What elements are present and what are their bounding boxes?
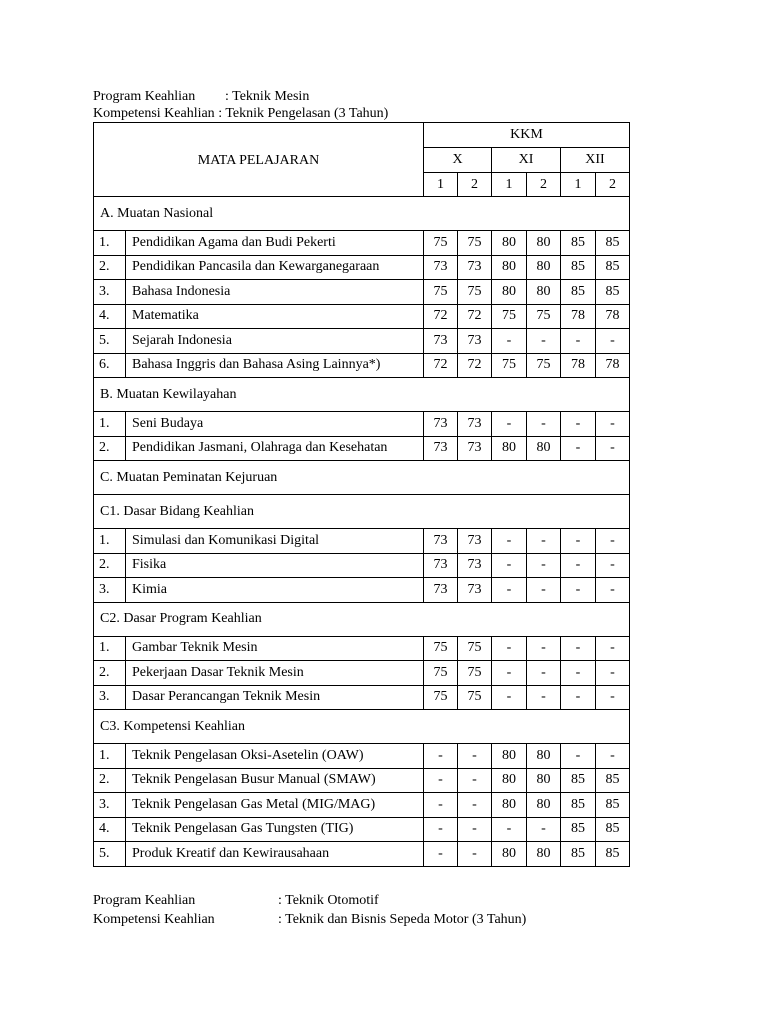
- kkm-value: 80: [527, 744, 561, 769]
- kkm-value: -: [527, 412, 561, 437]
- kkm-value: 80: [527, 231, 561, 256]
- kkm-table-body: [94, 123, 630, 867]
- kkm-value: -: [492, 685, 527, 710]
- kkm-value: -: [596, 685, 630, 710]
- kkm-value: 80: [527, 436, 561, 461]
- kkm-value: -: [458, 768, 492, 793]
- kkm-value: -: [527, 661, 561, 686]
- kkm-value: 73: [458, 529, 492, 554]
- subject-name: Bahasa Inggris dan Bahasa Asing Lainnya*): [126, 353, 424, 378]
- kkm-value: -: [527, 817, 561, 842]
- kkm-value: 73: [424, 529, 458, 554]
- kkm-value: -: [527, 636, 561, 661]
- kkm-value: 73: [458, 553, 492, 578]
- kkm-value: 75: [492, 304, 527, 329]
- kkm-value: 75: [458, 280, 492, 305]
- kkm-value: 73: [424, 412, 458, 437]
- header-row-kkm: [94, 123, 630, 148]
- kkm-value: -: [458, 817, 492, 842]
- subject-row: [94, 636, 630, 661]
- subject-name: Dasar Perancangan Teknik Mesin: [126, 685, 424, 710]
- program-keahlian-line-2: [93, 892, 379, 910]
- kkm-value: 85: [561, 842, 596, 867]
- kkm-value: -: [527, 578, 561, 603]
- kkm-value: 78: [596, 304, 630, 329]
- kkm-value: 73: [458, 255, 492, 280]
- kkm-value: 75: [424, 661, 458, 686]
- kkm-value: 75: [424, 231, 458, 256]
- kkm-value: 85: [561, 280, 596, 305]
- kompetensi-keahlian-label: Kompetensi Keahlian: [93, 106, 215, 121]
- kkm-value: 80: [492, 255, 527, 280]
- subject-name: Matematika: [126, 304, 424, 329]
- kkm-value: 85: [596, 793, 630, 818]
- mata-pelajaran-header: MATA PELAJARAN: [94, 123, 424, 197]
- kkm-value: -: [561, 412, 596, 437]
- kkm-value: -: [492, 529, 527, 554]
- kkm-value: 85: [561, 793, 596, 818]
- subject-row: [94, 553, 630, 578]
- kkm-value: -: [424, 817, 458, 842]
- subject-name: Produk Kreatif dan Kewirausahaan: [126, 842, 424, 867]
- kkm-header: KKM: [424, 123, 630, 148]
- kkm-value: -: [424, 768, 458, 793]
- subject-number: 6.: [94, 353, 126, 378]
- kkm-value: 73: [424, 578, 458, 603]
- kkm-value: -: [561, 661, 596, 686]
- kkm-value: -: [424, 744, 458, 769]
- subject-row: [94, 412, 630, 437]
- kkm-value: -: [492, 636, 527, 661]
- kkm-value: 80: [492, 842, 527, 867]
- section-row: [94, 602, 630, 636]
- kkm-value: 85: [596, 255, 630, 280]
- kkm-value: -: [596, 636, 630, 661]
- kompetensi-keahlian-line-2: [93, 911, 526, 929]
- subject-row: [94, 329, 630, 354]
- semester-header: 1: [424, 173, 458, 197]
- kkm-value: -: [596, 553, 630, 578]
- kkm-value: -: [561, 329, 596, 354]
- kkm-value: 85: [596, 817, 630, 842]
- kkm-value: 73: [424, 329, 458, 354]
- grade-xi-header: XI: [492, 148, 561, 173]
- grade-x-header: X: [424, 148, 492, 173]
- kkm-value: 78: [561, 304, 596, 329]
- subject-name: Pendidikan Jasmani, Olahraga dan Kesehatan: [126, 436, 424, 461]
- subject-name: Bahasa Indonesia: [126, 280, 424, 305]
- kkm-value: -: [527, 553, 561, 578]
- section-row: [94, 378, 630, 412]
- section-title: C1. Dasar Bidang Keahlian: [94, 495, 630, 529]
- kkm-value: 72: [458, 353, 492, 378]
- subject-name: Sejarah Indonesia: [126, 329, 424, 354]
- semester-header: 1: [561, 173, 596, 197]
- section-row: [94, 461, 630, 495]
- kkm-value: 85: [596, 280, 630, 305]
- subject-number: 2.: [94, 436, 126, 461]
- kkm-value: 75: [424, 685, 458, 710]
- kkm-value: 80: [527, 842, 561, 867]
- semester-header: 2: [596, 173, 630, 197]
- kkm-value: -: [424, 793, 458, 818]
- subject-row: [94, 661, 630, 686]
- subject-number: 1.: [94, 744, 126, 769]
- subject-number: 2.: [94, 553, 126, 578]
- subject-row: [94, 436, 630, 461]
- kkm-value: -: [527, 529, 561, 554]
- kkm-value: -: [492, 412, 527, 437]
- kkm-value: 75: [424, 636, 458, 661]
- subject-row: [94, 255, 630, 280]
- kkm-value: -: [492, 817, 527, 842]
- kkm-value: -: [561, 744, 596, 769]
- kkm-value: 75: [458, 661, 492, 686]
- subject-number: 1.: [94, 636, 126, 661]
- subject-row: [94, 353, 630, 378]
- kkm-value: 78: [561, 353, 596, 378]
- subject-number: 4.: [94, 304, 126, 329]
- program-keahlian-line-1: [93, 88, 309, 106]
- kkm-value: -: [561, 636, 596, 661]
- kkm-value: 73: [458, 412, 492, 437]
- subject-row: [94, 231, 630, 256]
- semester-header: 2: [527, 173, 561, 197]
- subject-row: [94, 304, 630, 329]
- kompetensi-keahlian-value: : Teknik dan Bisnis Sepeda Motor (3 Tahun): [278, 912, 527, 927]
- subject-number: 4.: [94, 817, 126, 842]
- subject-name: Teknik Pengelasan Gas Metal (MIG/MAG): [126, 793, 424, 818]
- kkm-value: -: [424, 842, 458, 867]
- kkm-value: 80: [527, 255, 561, 280]
- subject-name: Pendidikan Agama dan Budi Pekerti: [126, 231, 424, 256]
- subject-number: 2.: [94, 768, 126, 793]
- subject-row: [94, 768, 630, 793]
- section-row: [94, 710, 630, 744]
- section-title: C. Muatan Peminatan Kejuruan: [94, 461, 630, 495]
- kkm-value: -: [596, 661, 630, 686]
- program-keahlian-value: : Teknik Otomotif: [278, 893, 379, 908]
- kkm-value: 72: [424, 353, 458, 378]
- subject-number: 5.: [94, 329, 126, 354]
- program-keahlian-value: : Teknik Mesin: [225, 89, 310, 104]
- semester-header: 1: [492, 173, 527, 197]
- kkm-value: 85: [596, 231, 630, 256]
- subject-number: 5.: [94, 842, 126, 867]
- kkm-value: -: [596, 329, 630, 354]
- kkm-value: 80: [492, 231, 527, 256]
- kkm-value: 80: [527, 280, 561, 305]
- kkm-value: -: [458, 842, 492, 867]
- section-title: C2. Dasar Program Keahlian: [94, 602, 630, 636]
- subject-row: [94, 529, 630, 554]
- subject-row: [94, 578, 630, 603]
- kkm-value: -: [492, 578, 527, 603]
- kkm-value: -: [527, 329, 561, 354]
- kkm-value: 73: [424, 553, 458, 578]
- kkm-value: 75: [458, 636, 492, 661]
- grade-xii-header: XII: [561, 148, 630, 173]
- kkm-value: 73: [458, 436, 492, 461]
- kompetensi-keahlian-line-1: [93, 105, 388, 123]
- subject-row: [94, 280, 630, 305]
- subject-number: 2.: [94, 661, 126, 686]
- kkm-value: 85: [596, 768, 630, 793]
- subject-name: Gambar Teknik Mesin: [126, 636, 424, 661]
- kkm-value: -: [492, 553, 527, 578]
- kkm-value: 75: [492, 353, 527, 378]
- kkm-value: -: [596, 744, 630, 769]
- kkm-value: -: [458, 793, 492, 818]
- kkm-value: 80: [527, 768, 561, 793]
- kkm-value: 85: [596, 842, 630, 867]
- subject-name: Seni Budaya: [126, 412, 424, 437]
- subject-name: Teknik Pengelasan Busur Manual (SMAW): [126, 768, 424, 793]
- kkm-value: 78: [596, 353, 630, 378]
- kkm-value: 73: [458, 578, 492, 603]
- subject-number: 3.: [94, 793, 126, 818]
- kkm-value: 73: [424, 436, 458, 461]
- subject-name: Simulasi dan Komunikasi Digital: [126, 529, 424, 554]
- kkm-value: -: [458, 744, 492, 769]
- kkm-value: -: [561, 529, 596, 554]
- kkm-value: -: [561, 436, 596, 461]
- kkm-value: -: [561, 685, 596, 710]
- kkm-value: -: [596, 412, 630, 437]
- subject-row: [94, 685, 630, 710]
- kkm-value: 75: [458, 685, 492, 710]
- kkm-value: 75: [424, 280, 458, 305]
- subject-name: Teknik Pengelasan Gas Tungsten (TIG): [126, 817, 424, 842]
- subject-name: Pendidikan Pancasila dan Kewarganegaraan: [126, 255, 424, 280]
- kkm-value: 72: [458, 304, 492, 329]
- kkm-value: -: [561, 553, 596, 578]
- subject-number: 3.: [94, 578, 126, 603]
- kkm-value: 73: [424, 255, 458, 280]
- program-keahlian-label: Program Keahlian: [93, 89, 196, 104]
- kkm-value: -: [492, 329, 527, 354]
- subject-row: [94, 817, 630, 842]
- subject-number: 1.: [94, 412, 126, 437]
- section-title: C3. Kompetensi Keahlian: [94, 710, 630, 744]
- subject-name: Fisika: [126, 553, 424, 578]
- kkm-value: 80: [492, 744, 527, 769]
- kkm-value: 85: [561, 817, 596, 842]
- kkm-value: -: [561, 578, 596, 603]
- subject-number: 3.: [94, 280, 126, 305]
- subject-row: [94, 842, 630, 867]
- kkm-value: 72: [424, 304, 458, 329]
- kompetensi-keahlian-value: : Teknik Pengelasan (3 Tahun): [218, 106, 389, 121]
- kkm-value: 80: [492, 280, 527, 305]
- kkm-value: 80: [492, 436, 527, 461]
- kkm-value: 80: [527, 793, 561, 818]
- kkm-value: 75: [458, 231, 492, 256]
- section-title: B. Muatan Kewilayahan: [94, 378, 630, 412]
- semester-header: 2: [458, 173, 492, 197]
- kompetensi-keahlian-label: Kompetensi Keahlian: [93, 912, 215, 927]
- kkm-value: -: [492, 661, 527, 686]
- subject-number: 1.: [94, 231, 126, 256]
- kkm-value: 73: [458, 329, 492, 354]
- kkm-value: -: [596, 436, 630, 461]
- section-row: [94, 495, 630, 529]
- kkm-value: -: [596, 578, 630, 603]
- subject-name: Teknik Pengelasan Oksi-Asetelin (OAW): [126, 744, 424, 769]
- kkm-value: 75: [527, 304, 561, 329]
- section-title: A. Muatan Nasional: [94, 197, 630, 231]
- kkm-value: 80: [492, 793, 527, 818]
- kkm-table: [93, 122, 630, 867]
- kkm-value: 85: [561, 255, 596, 280]
- kkm-value: 75: [527, 353, 561, 378]
- kkm-value: 85: [561, 231, 596, 256]
- subject-number: 2.: [94, 255, 126, 280]
- subject-name: Kimia: [126, 578, 424, 603]
- kkm-value: -: [596, 529, 630, 554]
- section-row: [94, 197, 630, 231]
- kkm-value: -: [527, 685, 561, 710]
- subject-row: [94, 744, 630, 769]
- subject-number: 1.: [94, 529, 126, 554]
- subject-number: 3.: [94, 685, 126, 710]
- program-keahlian-label: Program Keahlian: [93, 893, 196, 908]
- subject-row: [94, 793, 630, 818]
- subject-name: Pekerjaan Dasar Teknik Mesin: [126, 661, 424, 686]
- kkm-value: 80: [492, 768, 527, 793]
- kkm-value: 85: [561, 768, 596, 793]
